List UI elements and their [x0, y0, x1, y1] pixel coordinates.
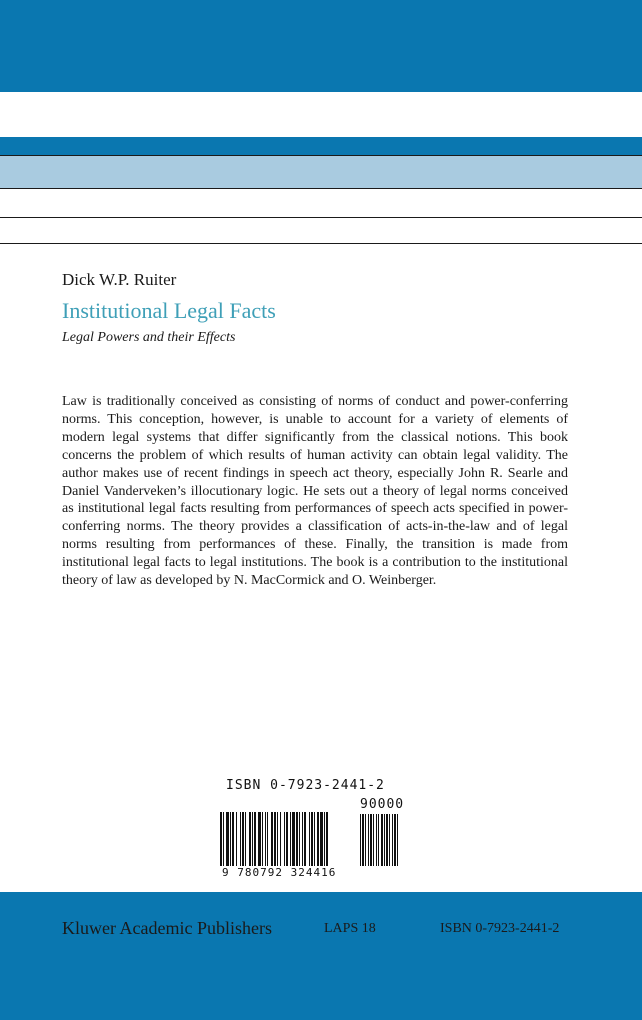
- back-cover-blurb: Law is traditionally conceived as consisting of norms of conduct and power-conferring norms. This conception, however, is unable to account for a variety of elements of modern legal systems that differ significantly from the classical notions. This book concerns the problem of which results of human activity can obtain legal validity. The author makes use of recent findings in speech act theory, especially John R. Searle and Daniel Vanderveken’s illocutionary logic. He sets out a theory of legal norms conceived as institutional legal facts resulting from performances of speech acts specified in power-conferring norms. The theory provides a classification of acts-in-the-law and of legal norms resulting from performances of these. Finally, the transition is made from institutional legal facts to legal institutions. The book is a contribution to the institutional theory of law as developed by N. MacCormick and O. Weinberger.: [62, 394, 568, 589]
- stripe-band-light: [0, 155, 642, 170]
- footer-isbn: ISBN 0-7923-2441-2: [440, 921, 560, 936]
- rule-line: [0, 243, 642, 244]
- rule-line: [0, 217, 642, 218]
- stripe-band-light-2: [0, 170, 642, 188]
- book-title: Institutional Legal Facts: [62, 298, 276, 323]
- barcode-isbn-label: ISBN 0-7923-2441-2: [226, 778, 385, 793]
- book-subtitle: Legal Powers and their Effects: [62, 330, 236, 345]
- barcode-price-code: 90000: [360, 797, 405, 812]
- barcode-bars-icon: [218, 812, 410, 868]
- bottom-color-band: [0, 892, 642, 1020]
- stripe-band-dark: [0, 137, 642, 155]
- rule-line: [0, 155, 642, 156]
- top-color-band: [0, 0, 642, 92]
- publisher-name: Kluwer Academic Publishers: [62, 918, 272, 938]
- barcode-digits: 9 780792 324416: [222, 866, 337, 879]
- series-label: LAPS 18: [324, 921, 376, 936]
- author-name: Dick W.P. Ruiter: [62, 270, 177, 289]
- rule-line: [0, 188, 642, 189]
